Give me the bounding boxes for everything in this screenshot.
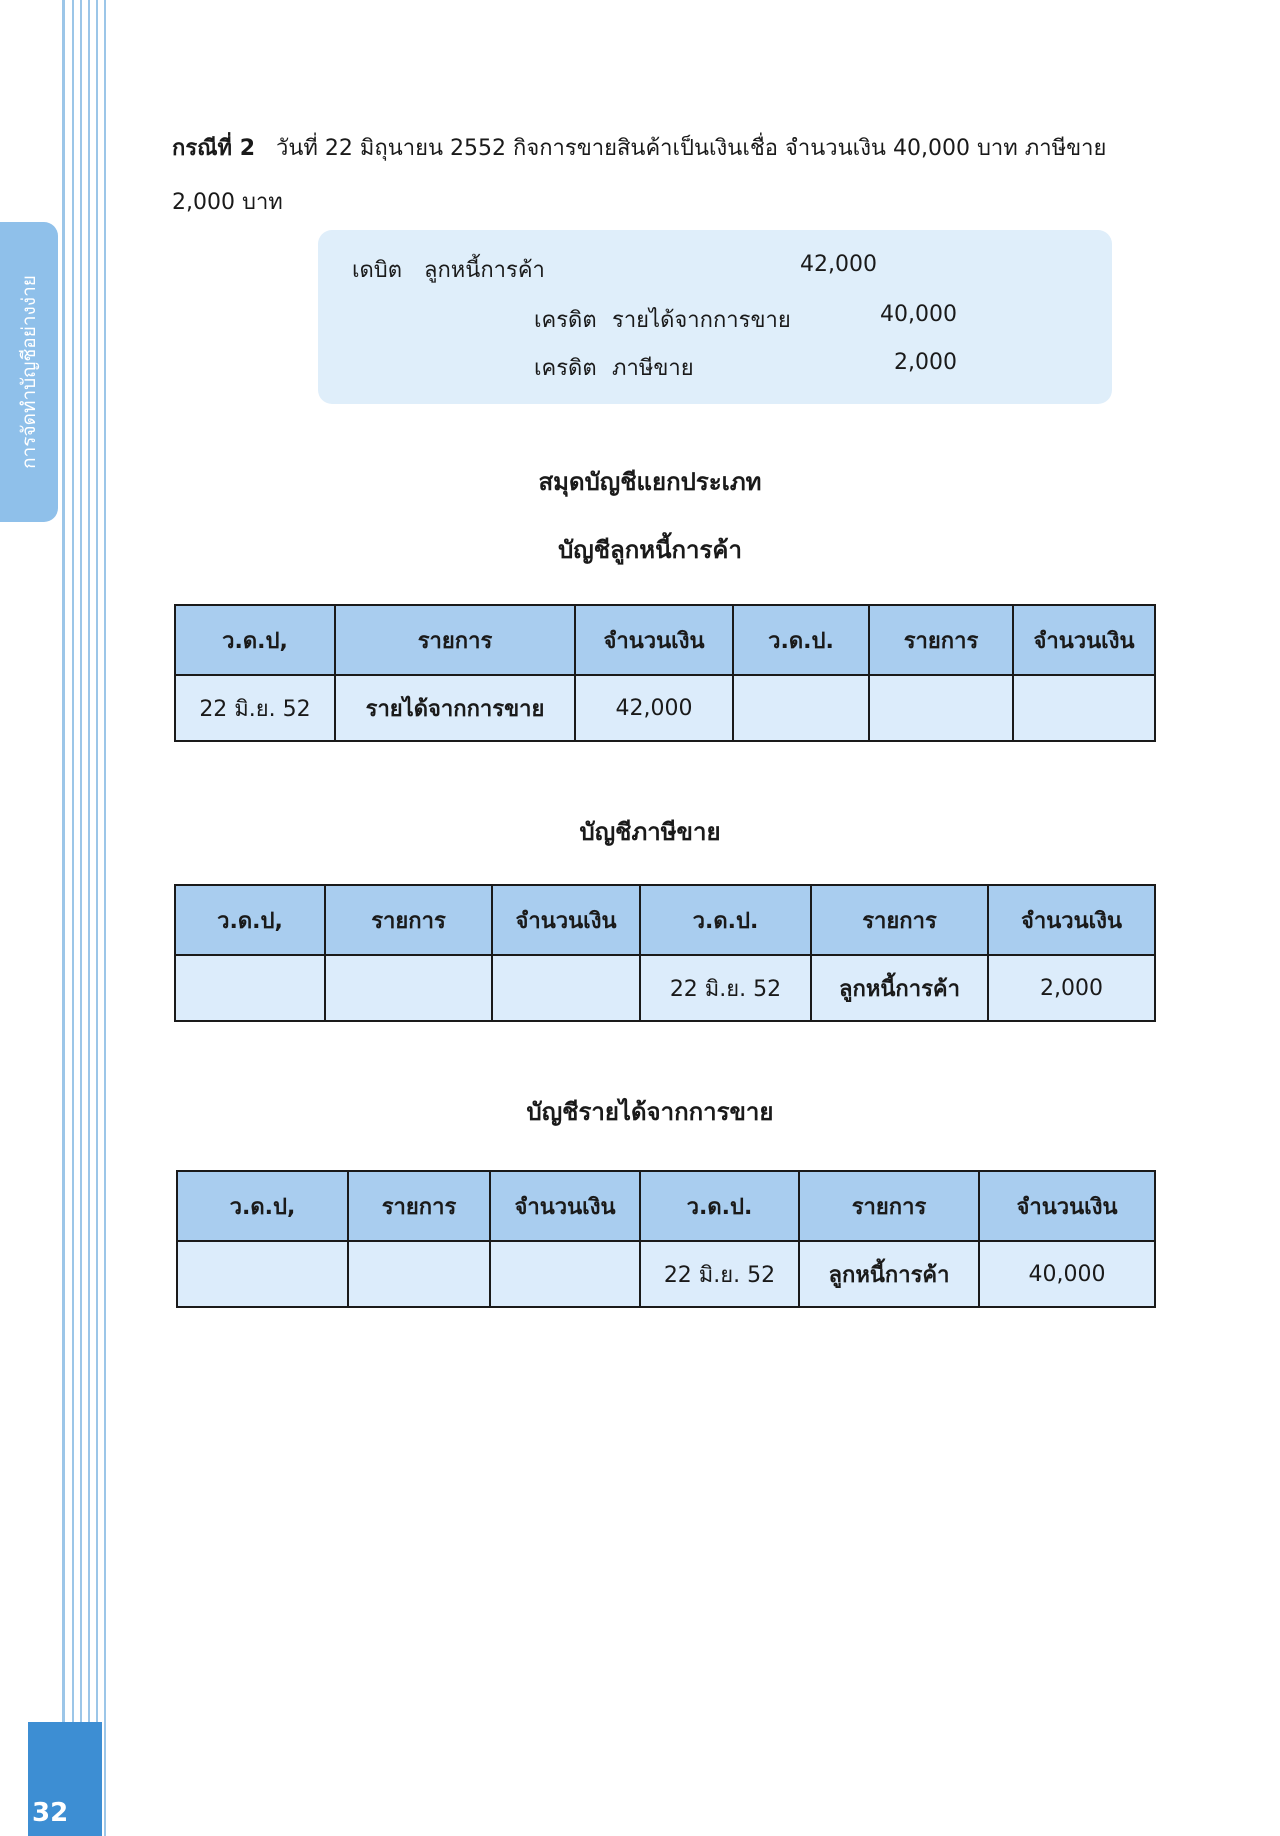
cell: [348, 1241, 490, 1307]
cell: [177, 1241, 348, 1307]
ledger-table-output-tax: [174, 884, 1156, 1022]
header-date: ว.ด.ป,: [177, 1171, 348, 1241]
cell: 22 มิ.ย. 52: [640, 1241, 799, 1307]
cell: [869, 675, 1013, 741]
ledger-title: บัญชีรายได้จากการขาย: [526, 1098, 774, 1126]
ledger-title: บัญชีลูกหนี้การค้า: [558, 536, 742, 564]
cell: ลูกหนี้การค้า: [811, 955, 988, 1021]
credit-label: เครดิต: [534, 356, 597, 381]
case-text: วันที่ 22 มิถุนายน 2552 กิจการขายสินค้าเป็นเงินเชื่อ จำนวนเงิน 40,000 บาท ภาษีขาย 2,000 บาท: [172, 136, 1107, 215]
table-header-row: [177, 1171, 1155, 1241]
cell: 40,000: [979, 1241, 1155, 1307]
case-paragraph: [172, 122, 1152, 230]
cell: 42,000: [575, 675, 733, 741]
header-amount: จำนวนเงิน: [1013, 605, 1155, 675]
header-description: รายการ: [811, 885, 988, 955]
table-row: [175, 955, 1155, 1021]
debit-label: เดบิต: [352, 258, 403, 283]
cell: [175, 955, 325, 1021]
header-description: รายการ: [348, 1171, 490, 1241]
cell: 22 มิ.ย. 52: [175, 675, 335, 741]
header-date: ว.ด.ป.: [640, 885, 811, 955]
case-label: กรณีที่ 2: [172, 136, 256, 161]
cell: [325, 955, 492, 1021]
page-number: 32: [28, 1722, 102, 1836]
cell: [492, 955, 640, 1021]
credit-account: รายได้จากการขาย: [612, 308, 791, 333]
table-header-row: [175, 885, 1155, 955]
ledger-title: บัญชีภาษีขาย: [579, 818, 721, 846]
ledger-book-title: สมุดบัญชีแยกประเภท: [538, 468, 762, 496]
debit-amount: 42,000: [800, 252, 877, 277]
credit-account: ภาษีขาย: [612, 356, 694, 381]
cell: 2,000: [988, 955, 1155, 1021]
chapter-title: การจัดทำบัญชีอย่างง่าย: [18, 275, 41, 469]
cell: ลูกหนี้การค้า: [799, 1241, 979, 1307]
header-amount: จำนวนเงิน: [979, 1171, 1155, 1241]
credit-label: เครดิต: [534, 308, 597, 333]
cell: [1013, 675, 1155, 741]
cell: 22 มิ.ย. 52: [640, 955, 811, 1021]
ledger-table-receivables: [174, 604, 1156, 742]
credit-amount: 40,000: [880, 302, 957, 327]
header-description: รายการ: [869, 605, 1013, 675]
table-row: [175, 675, 1155, 741]
header-description: รายการ: [335, 605, 575, 675]
header-amount: จำนวนเงิน: [492, 885, 640, 955]
journal-entry-box: [318, 230, 1112, 404]
table-row: [177, 1241, 1155, 1307]
header-amount: จำนวนเงิน: [490, 1171, 640, 1241]
ledger-table-sales-revenue: [176, 1170, 1156, 1308]
debit-account: ลูกหนี้การค้า: [424, 258, 545, 283]
header-date: ว.ด.ป,: [175, 605, 335, 675]
header-amount: จำนวนเงิน: [575, 605, 733, 675]
cell: [490, 1241, 640, 1307]
credit-amount: 2,000: [894, 350, 957, 375]
header-date: ว.ด.ป.: [640, 1171, 799, 1241]
header-date: ว.ด.ป.: [733, 605, 869, 675]
cell: [733, 675, 869, 741]
header-description: รายการ: [325, 885, 492, 955]
header-description: รายการ: [799, 1171, 979, 1241]
cell: รายได้จากการขาย: [335, 675, 575, 741]
header-amount: จำนวนเงิน: [988, 885, 1155, 955]
table-header-row: [175, 605, 1155, 675]
header-date: ว.ด.ป,: [175, 885, 325, 955]
